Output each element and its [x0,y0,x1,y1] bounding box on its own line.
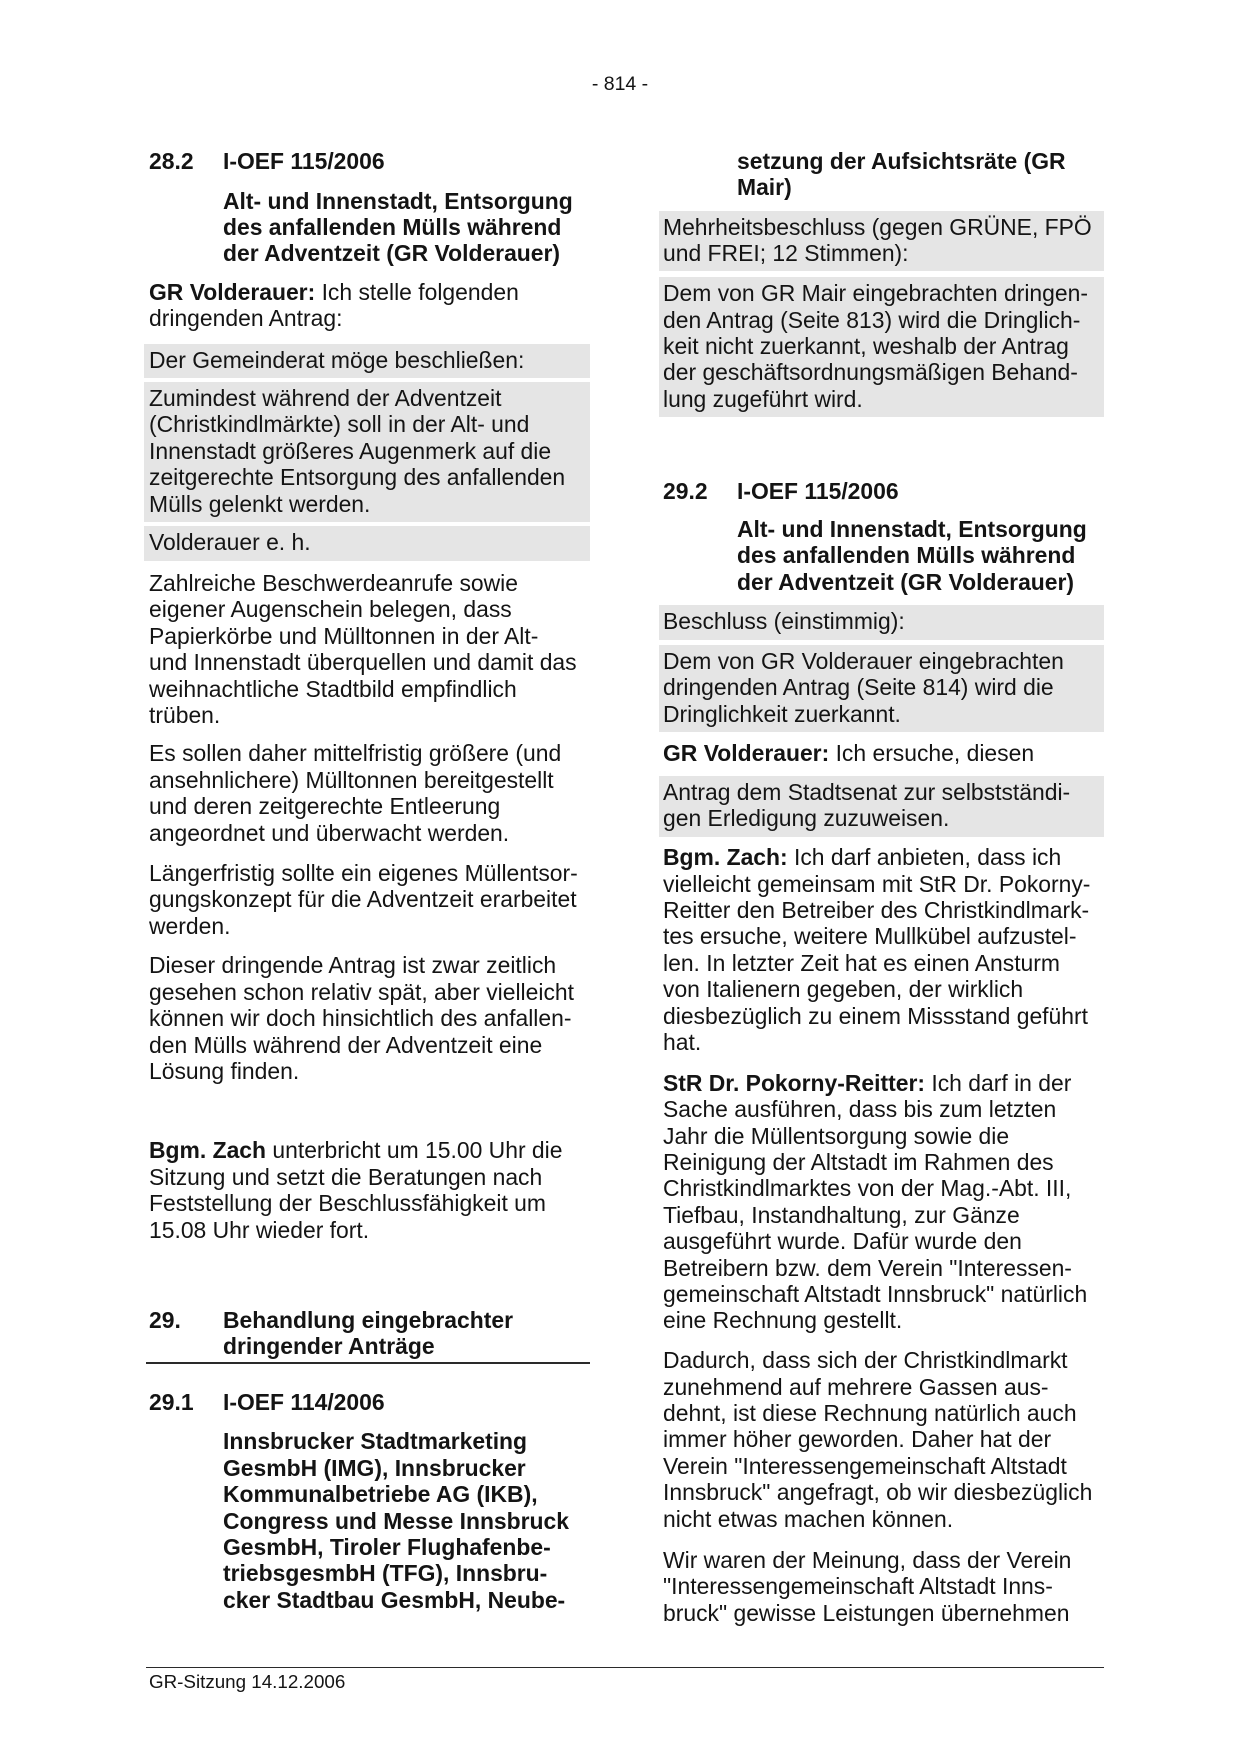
speaker-name: Bgm. Zach: [663,844,788,871]
item-29-1-title-continued: setzung der Aufsichtsräte (GR Mair) [737,148,1066,201]
speaker-name: StR Dr. Pokorny-Reitter: [663,1069,926,1096]
speech-text: Ich darf in der Sache ausführen, dass bis zum letzten Jahr die Müllentsorgung sowie die Reinigung der Altstadt im Rahmen des Christkindlmarktes von der Mag.-Abt. III, Tiefbau, Instandhaltung, zur Gänze ausgeführt wurde. Dafür wurde den Betreibern bzw. dem Verein "Interessen- gemeinschaft Altstadt Innsbruck" natürlich eine Rechnung gestellt. [663,1069,1088,1334]
speech-gr-volderauer [149,279,519,332]
speech-text: Ich darf anbieten, dass ich vielleicht gemeinsam mit StR Dr. Pokorny- Reitter den Betreiber des Christkindlmark- tes ersuche, weitere Mullkübel aufzustel- len. In letzter Zeit hat es einen Ansturm von Italienern gegeben, der wirklich diesbezüglich zu einem Missstand geführt hat. [663,844,1091,1055]
item-code: I-OEF 115/2006 [737,477,899,504]
section-divider [146,1362,590,1364]
referral-motion: Antrag dem Stadtsenat zur selbstständi- gen Erledigung zuzuweisen. [659,776,1104,837]
speech-gr-volderauer [663,740,1034,766]
footer-divider [146,1667,1104,1668]
item-29-2-heading [663,478,899,504]
item-29-1-heading [149,1389,385,1415]
item-28-2-heading [149,148,385,174]
item-number: 29. [149,1306,181,1333]
paragraph: Dadurch, dass sich der Christkindlmarkt zunehmend auf mehrere Gassen aus- dehnt, ist diese Rechnung natürlich auch immer höher geworden. Daher hat der Verein "Interessengemeinschaft Altstadt Innsbruck" angefragt, ob wir diesbezüglich nicht etwas machen können. [663,1347,1093,1532]
speaker-name: Bgm. Zach [149,1137,267,1164]
session-note [149,1137,562,1243]
motion-signature: Volderauer e. h. [144,526,590,560]
resolution-text: Dem von GR Mair eingebrachten dringen- den Antrag (Seite 813) wird die Dringlich- keit nicht zuerkannt, weshalb der Antrag der geschäftsordnungsmäßigen Behand- lung zugeführt wird. [659,277,1104,417]
speech-text: Ich ersuche, diesen [829,740,1035,767]
item-title: Behandlung eingebrachter dringender Anträge [223,1306,513,1359]
item-code: I-OEF 115/2006 [223,148,385,174]
note-text: unterbricht um 15.00 Uhr die Sitzung und setzt die Beratungen nach Feststellung der Beschlussfähigkeit um 15.08 Uhr wieder fort. [149,1137,563,1243]
speech-text: Ich stelle folgenden dringenden Antrag: [149,279,519,332]
motion-intro: Der Gemeinderat möge beschließen: [144,344,590,378]
item-28-2-title: Alt- und Innenstadt, Entsorgung des anfallenden Mülls während der Adventzeit (GR Volderauer) [223,187,573,267]
item-number: 29.2 [663,477,708,504]
item-code: I-OEF 114/2006 [223,1388,385,1415]
page-number: - 814 - [591,73,649,95]
paragraph: Zahlreiche Beschwerdeanrufe sowie eigener Augenschein belegen, dass Papierkörbe und Mülltonnen in der Alt- und Innenstadt überquellen und damit das weihnachtliche Stadtbild empfindlich trüben. [149,570,577,729]
speaker-name: GR Volderauer: [149,279,316,305]
resolution-text: Dem von GR Volderauer eingebrachten dringenden Antrag (Seite 814) wird die Dringlichkeit zuerkannt. [659,645,1104,732]
resolution-vote: Mehrheitsbeschluss (gegen GRÜNE, FPÖ und FREI; 12 Stimmen): [659,211,1104,272]
item-29-1-title: Innsbrucker Stadtmarketing GesmbH (IMG), Innsbrucker Kommunalbetriebe AG (IKB), Congress und Messe Innsbruck GesmbH, Tiroler Flughafenbe- triebsgesmbH (TFG), Innsbru- cker Stadtbau GesmbH, Neube- [223,1428,569,1613]
paragraph: Längerfristig sollte ein eigenes Müllentsor- gungskonzept für die Adventzeit erarbeitet werden. [149,859,578,939]
paragraph: Wir waren der Meinung, dass der Verein "Interessengemeinschaft Altstadt Inns- bruck" gewisse Leistungen übernehmen [663,1546,1072,1626]
item-number: 28.2 [149,148,194,174]
item-29-heading [149,1307,513,1360]
footer-session-date: GR-Sitzung 14.12.2006 [149,1671,346,1692]
motion-body: Zumindest während der Adventzeit (Christkindlmärkte) soll in der Alt- und Innenstadt größeres Augenmerk auf die zeitgerechte Entsorgung des anfallenden Mülls gelenkt werden. [144,382,590,522]
item-number: 29.1 [149,1388,194,1415]
resolution-vote: Beschluss (einstimmig): [659,605,1104,639]
paragraph: Dieser dringende Antrag ist zwar zeitlich gesehen schon relativ spät, aber vielleicht können wir doch hinsichtlich des anfallen- den Mülls während der Adventzeit eine Lösung finden. [149,952,574,1085]
speech-bgm-zach [663,844,1090,1055]
speech-str-pokorny-reitter [663,1070,1087,1334]
speaker-name: GR Volderauer: [663,740,830,767]
paragraph: Es sollen daher mittelfristig größere (und ansehnlichere) Mülltonnen bereitgestellt und deren zeitgerechte Entleerung angeordnet und überwacht werden. [149,740,562,846]
item-29-2-title: Alt- und Innenstadt, Entsorgung des anfallenden Mülls während der Adventzeit (GR Volderauer) [737,515,1087,595]
